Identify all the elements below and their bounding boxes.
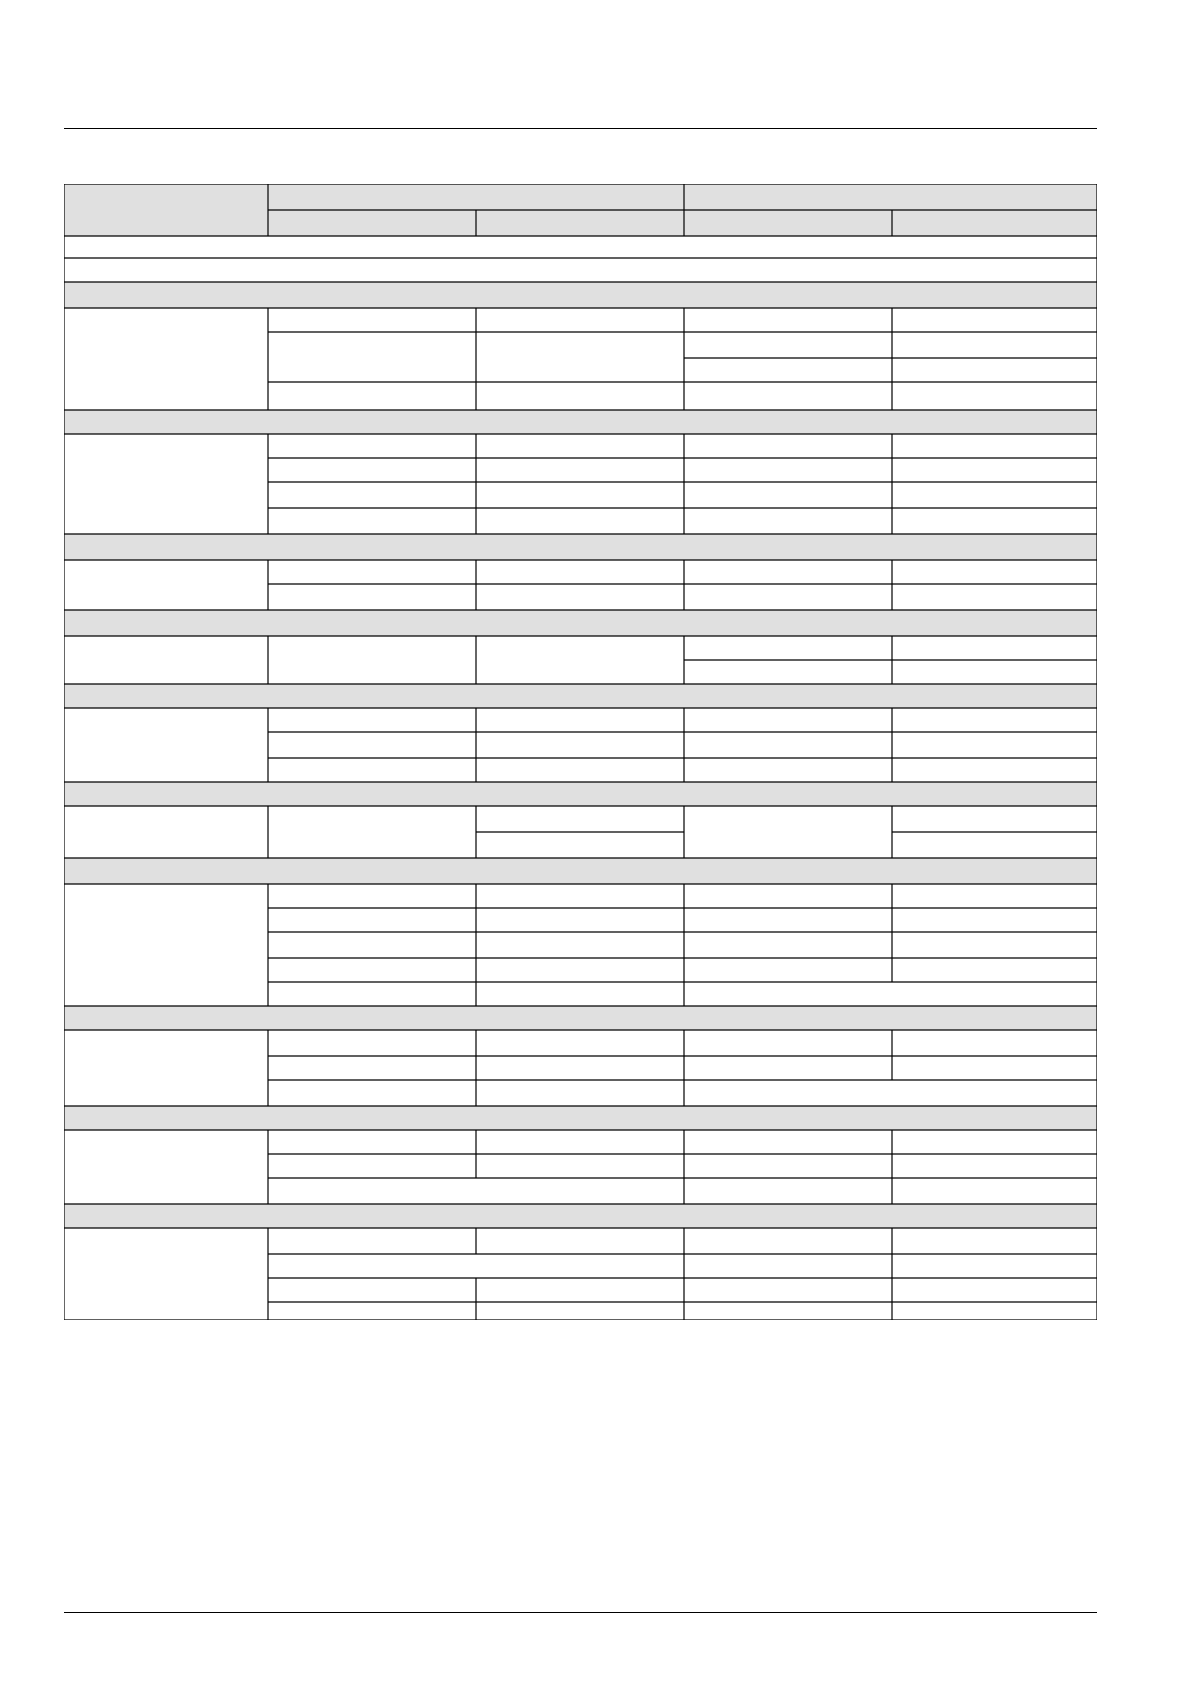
section-band-7 [64,858,1097,884]
section-band-9 [64,1106,1097,1130]
section-band-3 [64,534,1097,560]
section-band-2 [64,410,1097,434]
section-band-8 [64,1006,1097,1030]
section-band-1 [64,282,1097,308]
footer-rule [64,1612,1097,1613]
data-table [64,184,1097,1320]
table-grid [64,184,1097,1320]
section-band-10 [64,1204,1097,1228]
section-band-5 [64,684,1097,708]
section-band-4 [64,610,1097,636]
header-rule [64,128,1097,129]
section-band-6 [64,782,1097,806]
